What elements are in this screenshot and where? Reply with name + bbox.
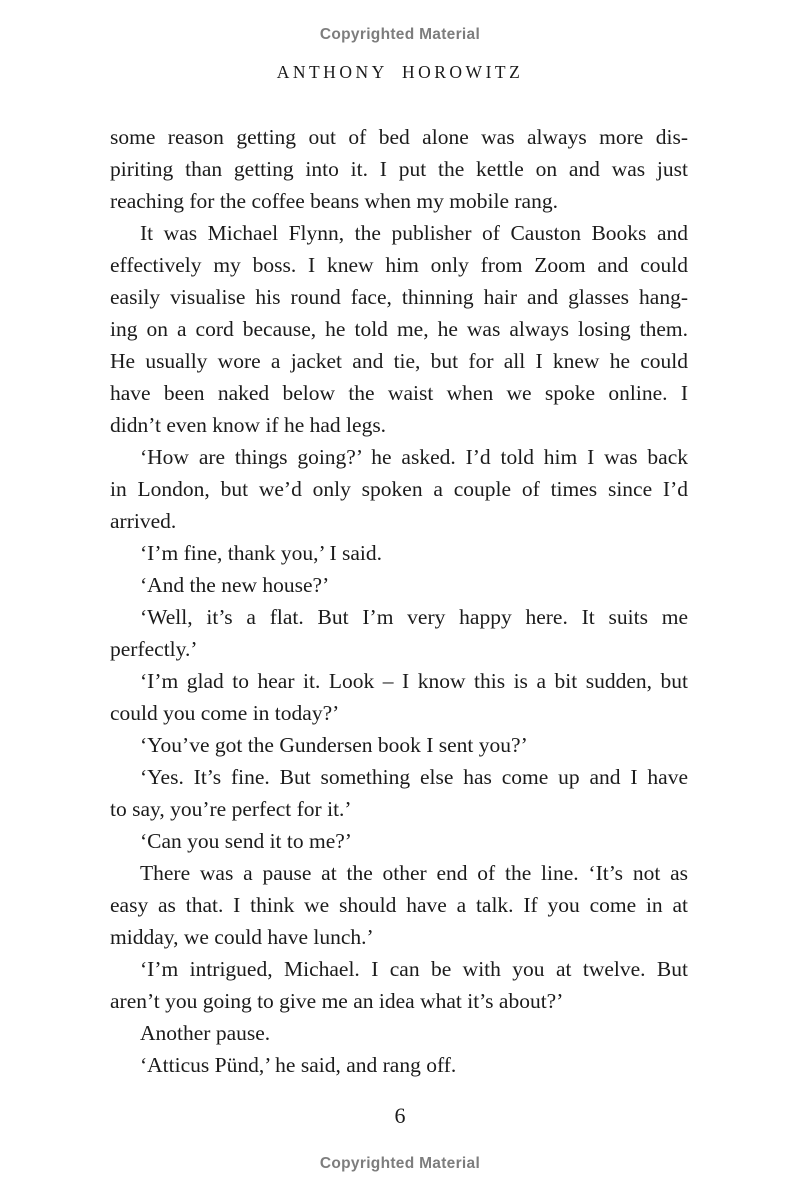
text-line: It was Michael Flynn, the publisher of Causton Books and	[140, 221, 688, 245]
text-line: arrived.	[110, 509, 177, 533]
text-line: ‘How are things going?’ he asked. I’d told him I was back	[140, 445, 688, 469]
text-line: ‘I’m fine, thank you,’ I said.	[140, 541, 383, 565]
paragraph	[110, 1017, 688, 1049]
paragraph	[110, 857, 688, 953]
text-line: ‘I’m glad to hear it. Look – I know this is a bit sudden, but	[140, 669, 688, 693]
paragraph	[110, 217, 688, 441]
text-line: ‘Yes. It’s fine. But something else has come up and I have	[140, 765, 688, 789]
running-header-author: ANTHONY HOROWITZ	[276, 62, 524, 82]
paragraph	[110, 729, 688, 761]
paragraph	[110, 761, 688, 825]
paragraph	[110, 601, 688, 665]
copyright-notice-top: Copyrighted Material	[319, 26, 481, 43]
text-line: ‘Well, it’s a flat. But I’m very happy here. It suits me	[140, 605, 688, 629]
text-line: ‘You’ve got the Gundersen book I sent you?’	[140, 733, 528, 757]
text-line: perfectly.’	[110, 637, 198, 661]
text-line: ‘And the new house?’	[140, 573, 330, 597]
text-line: easily visualise his round face, thinning hair and glasses hang-	[110, 285, 688, 309]
text-line: piriting than getting into it. I put the kettle on and was just	[110, 157, 688, 181]
text-line: could you come in today?’	[110, 701, 340, 725]
paragraph	[110, 1049, 688, 1081]
text-line: effectively my boss. I knew him only from Zoom and could	[110, 253, 688, 277]
text-line: ‘Can you send it to me?’	[140, 829, 352, 853]
text-line: ‘Atticus Pünd,’ he said, and rang off.	[140, 1053, 457, 1077]
paragraph	[110, 121, 688, 217]
text-line: didn’t even know if he had legs.	[110, 413, 387, 437]
text-line: some reason getting out of bed alone was always more dis-	[110, 125, 688, 149]
paragraph	[110, 953, 688, 1017]
paragraph	[110, 665, 688, 729]
text-line: midday, we could have lunch.’	[110, 925, 374, 949]
text-line: aren’t you going to give me an idea what it’s about?’	[110, 989, 564, 1013]
paragraph	[110, 537, 688, 569]
paragraph	[110, 569, 688, 601]
page-number: 6	[394, 1103, 406, 1128]
text-line: easy as that. I think we should have a talk. If you come in at	[110, 893, 688, 917]
text-line: ing on a cord because, he told me, he was always losing them.	[110, 317, 688, 341]
body-text	[110, 121, 688, 1081]
paragraph	[110, 825, 688, 857]
paragraph	[110, 441, 688, 537]
text-line: reaching for the coffee beans when my mobile rang.	[110, 189, 558, 213]
text-line: There was a pause at the other end of the line. ‘It’s not as	[140, 861, 688, 885]
copyright-notice-bottom: Copyrighted Material	[319, 1155, 481, 1172]
text-line: He usually wore a jacket and tie, but for all I knew he could	[110, 349, 688, 373]
text-line: to say, you’re perfect for it.’	[110, 797, 352, 821]
text-line: Another pause.	[140, 1021, 271, 1045]
text-line: in London, but we’d only spoken a couple of times since I’d	[110, 477, 688, 501]
text-line: have been naked below the waist when we spoke online. I	[110, 381, 688, 405]
text-line: ‘I’m intrigued, Michael. I can be with you at twelve. But	[140, 957, 688, 981]
